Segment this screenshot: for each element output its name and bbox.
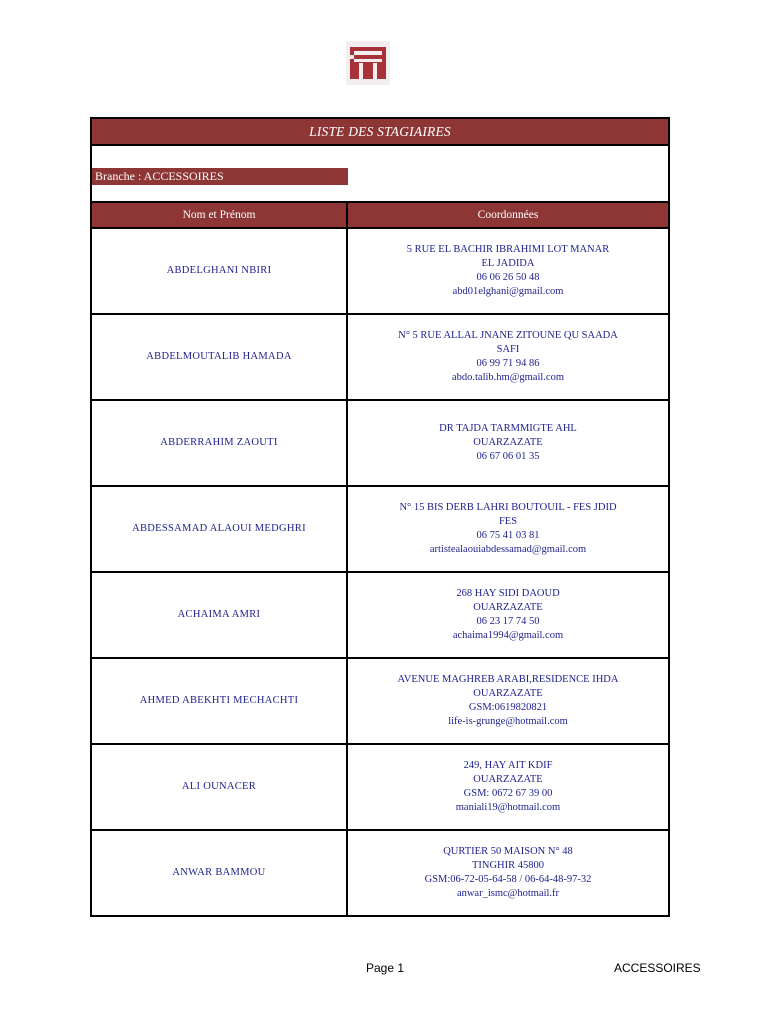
footer-page-number: Page 1	[366, 961, 405, 975]
trainee-coordinates	[347, 400, 669, 486]
branch-label: Branche : ACCESSOIRES	[92, 168, 348, 185]
coordinate-line: maniali19@hotmail.com	[455, 802, 561, 813]
trainee-coordinates	[347, 486, 669, 572]
trainee-coordinates	[347, 228, 669, 314]
trainee-name: AHMED ABEKHTI MECHACHTI	[91, 658, 347, 744]
table-row	[91, 572, 669, 658]
coordinate-line: abd01elghani@gmail.com	[452, 286, 564, 297]
trainee-name: ACHAIMA AMRI	[91, 572, 347, 658]
coordinate-line: 06 23 17 74 50	[476, 616, 540, 627]
coordinate-line: OUARZAZATE	[473, 774, 543, 785]
footer-sheet-name: ACCESSOIRES	[614, 961, 701, 975]
trainee-coordinates	[347, 830, 669, 916]
coordinate-line: GSM:0619820821	[468, 702, 548, 713]
coordinate-line: GSM: 0672 67 39 00	[463, 788, 553, 799]
coordinate-line: artistealaouiabdessamad@gmail.com	[429, 544, 587, 555]
table-row	[91, 400, 669, 486]
trainee-coordinates	[347, 314, 669, 400]
coordinate-line: 06 67 06 01 35	[476, 451, 540, 462]
coordinate-line: N° 5 RUE ALLAL JNANE ZITOUNE QU SAADA	[398, 330, 618, 341]
coordinate-line: FES	[498, 516, 518, 527]
trainee-table	[90, 117, 670, 917]
coordinate-line: 268 HAY SIDI DAOUD	[456, 588, 560, 599]
coordinate-line: abdo.talib.hm@gmail.com	[451, 372, 565, 383]
trainee-name: ABDERRAHIM ZAOUTI	[91, 400, 347, 486]
trainee-name: ALI OUNACER	[91, 744, 347, 830]
table-row	[91, 486, 669, 572]
column-header-name: Nom et Prénom	[91, 202, 347, 228]
table-row	[91, 314, 669, 400]
trainee-coordinates	[347, 572, 669, 658]
coordinate-line: anwar_ismc@hotmail.fr	[456, 888, 560, 899]
coordinate-line: 249, HAY AIT KDIF	[463, 760, 553, 771]
coordinate-line: OUARZAZATE	[473, 437, 543, 448]
table-row	[91, 658, 669, 744]
coordinate-line: TINGHIR 45800	[471, 860, 545, 871]
coordinate-line: OUARZAZATE	[473, 688, 543, 699]
coordinate-line: DR TAJDA TARMMIGTE AHL	[439, 423, 577, 434]
coordinate-line: 5 RUE EL BACHIR IBRAHIMI LOT MANAR	[406, 244, 610, 255]
table-row	[91, 744, 669, 830]
trainee-coordinates	[347, 658, 669, 744]
table-row	[91, 228, 669, 314]
coordinate-line: N° 15 BIS DERB LAHRI BOUTOUIL - FES JDID	[399, 502, 617, 513]
coordinate-line: 06 06 26 50 48	[476, 272, 540, 283]
coordinate-line: EL JADIDA	[481, 258, 535, 269]
coordinate-line: AVENUE MAGHREB ARABI,RESIDENCE IHDA	[397, 674, 619, 685]
column-header-coords: Coordonnées	[347, 202, 669, 228]
trainee-coordinates	[347, 744, 669, 830]
coordinate-line: SAFI	[496, 344, 520, 355]
branch-row	[91, 145, 669, 202]
trainee-name: ABDELMOUTALIB HAMADA	[91, 314, 347, 400]
logo	[333, 36, 403, 90]
table-row	[91, 830, 669, 916]
trainee-name: ABDESSAMAD ALAOUI MEDGHRI	[91, 486, 347, 572]
coordinate-line: 06 99 71 94 86	[476, 358, 540, 369]
coordinate-line: achaima1994@gmail.com	[452, 630, 564, 641]
coordinate-line: QURTIER 50 MAISON N° 48	[443, 846, 573, 857]
trainee-name: ANWAR BAMMOU	[91, 830, 347, 916]
document-title: LISTE DES STAGIAIRES	[91, 118, 669, 145]
coordinate-line: OUARZAZATE	[473, 602, 543, 613]
coordinate-line: life-is-grunge@hotmail.com	[448, 716, 568, 727]
logo-icon	[346, 41, 390, 85]
coordinate-line: 06 75 41 03 81	[476, 530, 540, 541]
coordinate-line: GSM:06-72-05-64-58 / 06-64-48-97-32	[424, 874, 592, 885]
trainee-name: ABDELGHANI NBIRI	[91, 228, 347, 314]
